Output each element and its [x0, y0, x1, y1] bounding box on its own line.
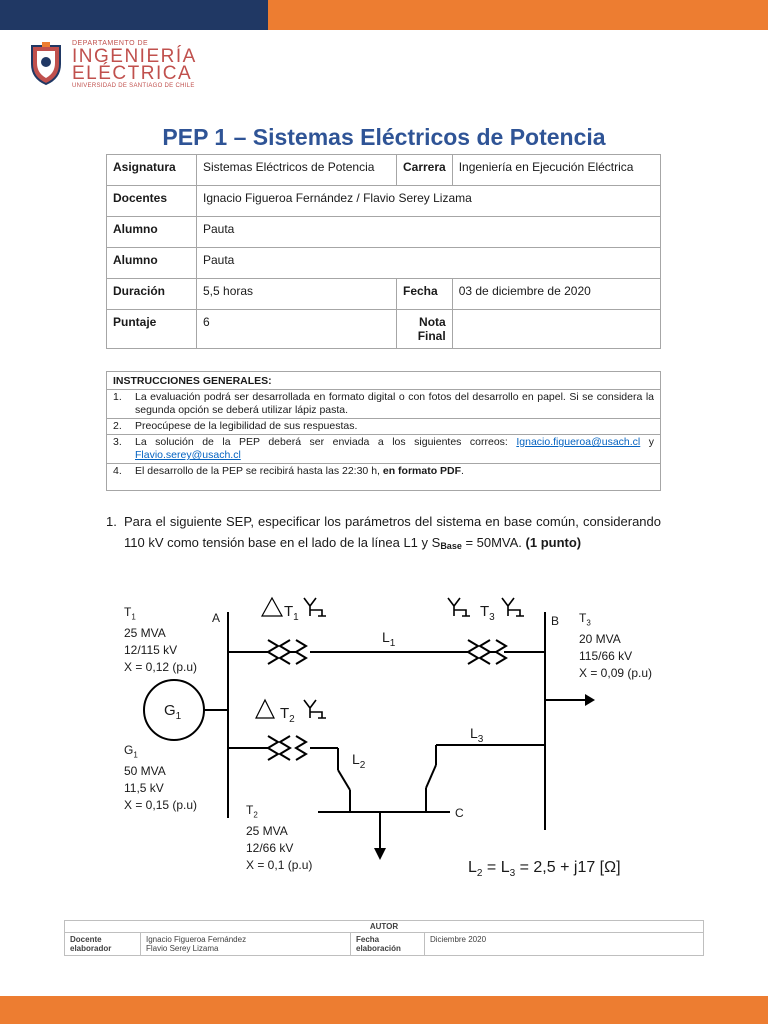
- carrera-label: Carrera: [397, 155, 453, 186]
- author-heading: AUTOR: [65, 921, 704, 933]
- l3-label: $L_3$: [470, 725, 484, 745]
- docente-1: Ignacio Figueroa Fernández: [146, 935, 247, 944]
- instruction-item: [113, 465, 654, 478]
- alumno-value: Pauta: [197, 217, 661, 248]
- exam-info-table: [106, 154, 661, 349]
- instruction-number: 2.: [113, 420, 122, 432]
- fecha-elaboracion-value: Diciembre 2020: [425, 933, 704, 956]
- t1-delta-icon: [262, 598, 282, 616]
- l2-label: $L_2$: [352, 751, 366, 771]
- fecha-value: 03 de diciembre de 2020: [452, 279, 660, 310]
- duracion-label: Duración: [107, 279, 197, 310]
- docente-values: [141, 933, 351, 956]
- alumno-label: Alumno: [107, 217, 197, 248]
- instruction-text: El desarrollo de la PEP se recibirá hasta las 22:30 h,: [135, 465, 383, 477]
- instruction-bold: en formato PDF: [382, 465, 462, 477]
- docentes-label: Docentes: [107, 186, 197, 217]
- instruction-text-3: [135, 436, 654, 462]
- t1-param-x: X = 0,12 (p.u): [124, 660, 198, 675]
- logo-line1: INGENIERÍA: [72, 46, 197, 67]
- g1-param-s: 50 MVA: [124, 764, 166, 779]
- docentes-value: Ignacio Figueroa Fernández / Flavio Serey Lizama: [197, 186, 661, 217]
- g1-param-x: X = 0,15 (p.u): [124, 798, 198, 813]
- t3-param-x: X = 0,09 (p.u): [579, 666, 653, 681]
- instructions-heading: INSTRUCCIONES GENERALES:: [113, 375, 272, 387]
- author-table: [64, 920, 704, 956]
- logo-dept: DEPARTAMENTO DE: [72, 40, 149, 47]
- t3-wye-ground-icon-left: [448, 598, 470, 616]
- t3-label: $T_3$: [480, 603, 495, 623]
- question-points: (1 punto): [525, 535, 582, 550]
- footer-bar-orange: [0, 996, 768, 1024]
- t2-param-x: X = 0,1 (p.u): [246, 858, 313, 873]
- t1-param-s: 25 MVA: [124, 626, 166, 641]
- t2-param-v: 12/66 kV: [246, 841, 294, 856]
- l1-label: $L_1$: [382, 629, 396, 649]
- t3-parameters: [579, 610, 652, 682]
- t1-coil-left: [268, 640, 278, 664]
- nota-final-value[interactable]: [452, 310, 660, 349]
- bus-c-label: C: [455, 806, 464, 820]
- instruction-item: [113, 420, 654, 433]
- instruction-text-4: [135, 465, 654, 478]
- email-link-serey[interactable]: Flavio.serey@usach.cl: [135, 449, 241, 461]
- carrera-value: Ingeniería en Ejecución Eléctrica: [452, 155, 660, 186]
- instruction-item: [113, 391, 654, 417]
- question-number: 1.: [106, 514, 117, 529]
- t3-param-name: $T_3$: [579, 611, 591, 628]
- instruction-number: 1.: [113, 391, 122, 403]
- fecha-elaboracion-label: Fecha elaboración: [351, 933, 425, 956]
- g1-parameters: [124, 742, 197, 814]
- t1-param-v: 12/115 kV: [124, 643, 178, 658]
- university-crest-icon: [28, 42, 64, 86]
- docente-label: Docente elaborador: [65, 933, 141, 956]
- fecha-label: Fecha: [397, 279, 453, 310]
- header-bar-blue: [0, 0, 268, 30]
- t2-wye-ground-icon: [304, 700, 326, 718]
- t3-param-s: 20 MVA: [579, 632, 621, 647]
- asignatura-label: Asignatura: [107, 155, 197, 186]
- t2-param-s: 25 MVA: [246, 824, 288, 839]
- question-text-b: = 50MVA.: [461, 535, 526, 550]
- t1-parameters: [124, 604, 197, 676]
- asignatura-value: Sistemas Eléctricos de Potencia: [197, 155, 397, 186]
- line-impedance-equation: $L_2 = L_3 = 2,5 + j17$ [Ω]: [468, 859, 621, 880]
- department-logo: [28, 40, 228, 92]
- t2-param-name: $T_2$: [246, 803, 258, 820]
- instruction-end: .: [461, 465, 464, 477]
- t1-param-name: $T_1$: [124, 605, 136, 622]
- email-link-figueroa[interactable]: Ignacio.figueroa@usach.cl: [516, 436, 641, 448]
- t2-parameters: [246, 802, 312, 874]
- alumno-label: Alumno: [107, 248, 197, 279]
- duracion-value: 5,5 horas: [197, 279, 397, 310]
- t1-label: $T_1$: [284, 603, 299, 623]
- t2-coil: [268, 736, 278, 760]
- page-title: PEP 1 – Sistemas Eléctricos de Potencia: [162, 124, 606, 150]
- instruction-text: La solución de la PEP deberá ser enviada a los siguientes correos:: [135, 436, 508, 448]
- nota-final-label: Nota Final: [397, 310, 453, 349]
- g1-label: $G_1$: [164, 702, 182, 722]
- alumno-value: Pauta: [197, 248, 661, 279]
- t3-wye-ground-icon-right: [502, 598, 524, 616]
- power-system-diagram: [0, 590, 768, 890]
- docente-2: Flavio Serey Lizama: [146, 944, 219, 953]
- puntaje-value: 6: [197, 310, 397, 349]
- header-bar-orange: [268, 0, 768, 30]
- question-text-a: Para el siguiente SEP, especificar los parámetros del sistema en base común, considerando 110 kV como tensión base en el lado de la línea L1 y S: [124, 514, 661, 550]
- instruction-and: y: [648, 436, 655, 448]
- bus-b-label: B: [551, 614, 560, 628]
- instruction-item: [113, 436, 654, 462]
- bus-a-label: A: [212, 611, 221, 625]
- instruction-number: 3.: [113, 436, 122, 448]
- g1-param-name: $G_1$: [124, 743, 138, 760]
- instruction-number: 4.: [113, 465, 122, 477]
- question-sub: Base: [440, 541, 462, 551]
- instruction-text: La evaluación podrá ser desarrollada en formato digital o con fotos del desarrollo en papel. Si se considera la segunda opción se deberá utilizar lápiz pasta.: [135, 391, 654, 416]
- logo-university: UNIVERSIDAD DE SANTIAGO DE CHILE: [72, 83, 195, 89]
- t1-wye-ground-icon: [304, 598, 326, 616]
- t2-delta-icon: [256, 700, 274, 718]
- t3-param-v: 115/66 kV: [579, 649, 633, 664]
- instructions-box: [106, 371, 661, 491]
- question-text: [124, 511, 661, 557]
- logo-line2: ELÉCTRICA: [72, 63, 193, 84]
- t2-label: $T_2$: [280, 705, 295, 725]
- instruction-text: Preocúpese de la legibilidad de sus respuestas.: [135, 420, 358, 432]
- arrow-down-icon: [374, 848, 386, 860]
- arrow-right-icon: [585, 694, 595, 706]
- puntaje-label: Puntaje: [107, 310, 197, 349]
- t3-coil: [468, 640, 478, 664]
- question-1: [106, 511, 661, 557]
- g1-param-v: 11,5 kV: [124, 781, 164, 796]
